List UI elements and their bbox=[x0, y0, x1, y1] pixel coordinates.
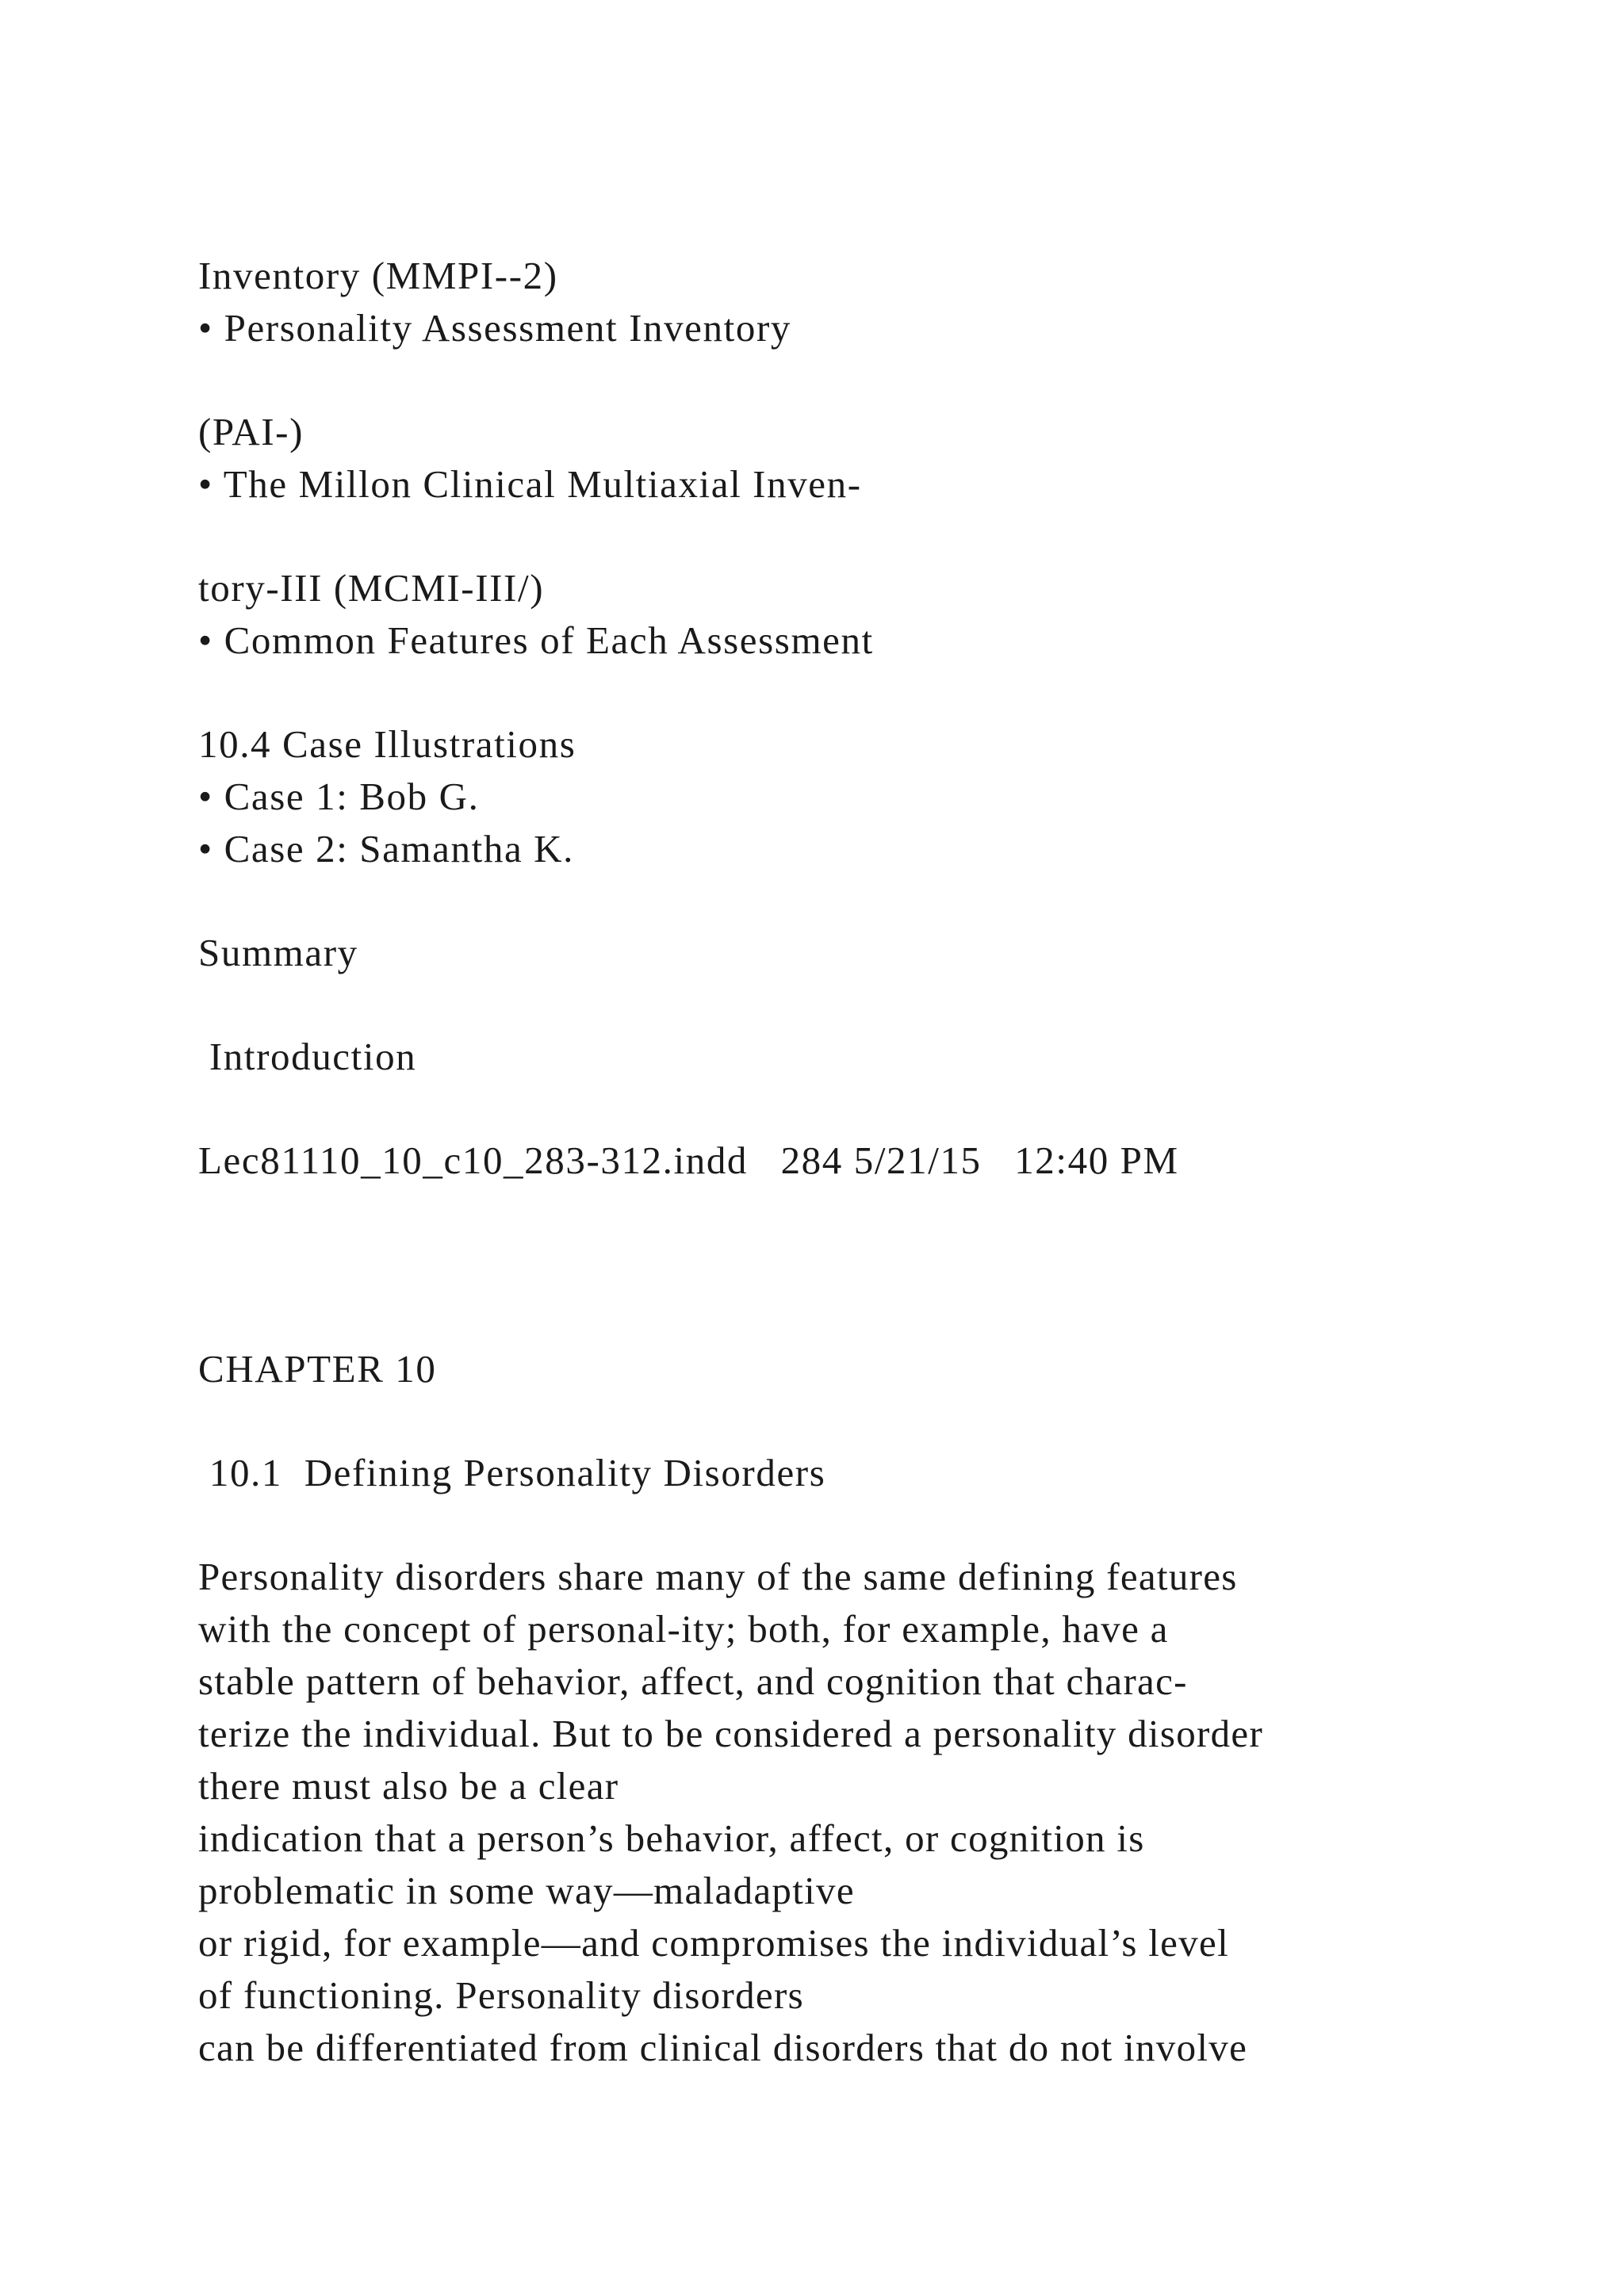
paragraph-line: or rigid, for example—and compromises the individual’s level bbox=[198, 1921, 1229, 1965]
paragraph-line: there must also be a clear bbox=[198, 1764, 619, 1808]
bullet-item: • Personality Assessment Inventory bbox=[198, 306, 791, 350]
chapter-title: CHAPTER 10 bbox=[198, 1347, 437, 1391]
bullet-item: • The Millon Clinical Multiaxial Inven- bbox=[198, 462, 862, 506]
paragraph-line: of functioning. Personality disorders bbox=[198, 1973, 804, 2017]
paragraph-line: terize the individual. But to be considered a personality disorder bbox=[198, 1712, 1264, 1755]
section-heading: 10.1 Defining Personality Disorders bbox=[198, 1451, 826, 1494]
bullet-item: • Common Features of Each Assessment bbox=[198, 618, 874, 662]
paragraph-line: can be differentiated from clinical disorders that do not involve bbox=[198, 2026, 1248, 2069]
paragraph-line: Personality disorders share many of the same defining features bbox=[198, 1555, 1238, 1598]
bullet-item: • Case 1: Bob G. bbox=[198, 775, 480, 818]
text-line: (PAI-) bbox=[198, 410, 304, 453]
section-heading: Summary bbox=[198, 931, 358, 974]
text-line: Inventory (MMPI--2) bbox=[198, 254, 558, 297]
paragraph-line: stable pattern of behavior, affect, and cognition that charac- bbox=[198, 1659, 1188, 1703]
file-footer-line: Lec81110_10_c10_283-312.indd 284 5/21/15 12:40 PM bbox=[198, 1138, 1179, 1182]
section-heading: 10.4 Case Illustrations bbox=[198, 722, 576, 766]
bullet-item: • Case 2: Samantha K. bbox=[198, 827, 574, 871]
section-heading: Introduction bbox=[198, 1035, 417, 1078]
text-line: tory-III (MCMI-III/) bbox=[198, 566, 545, 610]
paragraph-line: problematic in some way—maladaptive bbox=[198, 1869, 855, 1912]
paragraph-line: indication that a person’s behavior, affect, or cognition is bbox=[198, 1816, 1145, 1860]
paragraph-line: with the concept of personal-ity; both, for example, have a bbox=[198, 1607, 1169, 1651]
